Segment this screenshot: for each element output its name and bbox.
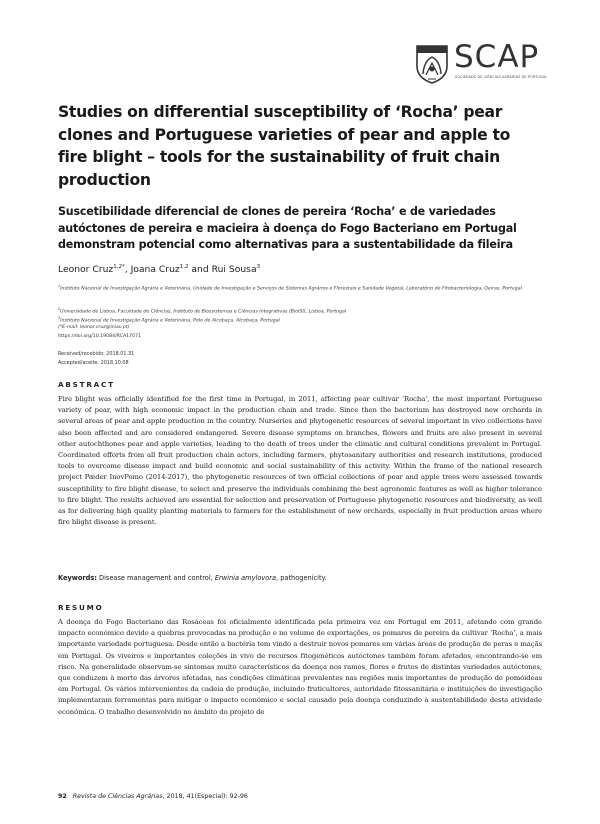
author-list — [58, 264, 260, 275]
affiliation-mark: 3 — [58, 316, 61, 320]
affiliation-text: Instituto Nacional de Investigação Agrária e Veterinária, Polo de Alcobaça, Alcobaça, Portugal — [60, 318, 280, 324]
author-affiliation-mark: 1,2* — [113, 264, 125, 270]
journal-name: Revista de Ciências Agrárias — [72, 793, 163, 800]
keywords-line — [58, 574, 327, 582]
scap-logo — [414, 39, 548, 88]
author-affiliation-mark: 1,2 — [179, 264, 189, 270]
received-date: Received/recebido: 2018.01.31 — [58, 351, 135, 357]
corresponding-email: (*E-mail: leonor.cruz@iniav.pt) — [58, 325, 130, 330]
keywords-text-end: , pathogenicity. — [276, 574, 327, 582]
keywords-species: Erwinia amylovora — [214, 574, 277, 582]
affiliation-1 — [58, 283, 528, 293]
abstract-text: Fire blight was officially identified for the first time in Portugal, in 2011, affecting pear cultivar ‘Rocha’, the most important Portuguese variety of pear, with high economic impact in the production chain and trade. Since then the bacterium has destroyed new orchards in several areas of pear and apple production in the country. Nurseries and phytogenetic resources of several important in vivo collections have also been affected and are considered endangered. Severe disease symptoms on branches, flowers and fruits are also present in several other autochthones pear and apple varieties, leading to the death of trees under the climatic and cultural conditions prevalent in Portugal. Coordinated efforts from all fruit production chain actors, including farmers, phytosanitary authorities and research institutions, produced tools to overcome disease impact and build economic and social sustainability of this activity. Within the frame of the national research project Pæder InovPomo (2014-2017), the phytogenetic resources of two official collections of pear and apple trees were assessed towards susceptibility to fire blight disease, to select and preserve the individuals combining the best agronomic features as well as higher tolerance to fire blight. The results achieved are essential for selection and preservation of Portuguese phytogenetic resources and biodiversity, as well as for delivering high quality planting materials to farmers for the establishment of new orchards, especially in fruit production areas where fire blight disease is present. — [58, 395, 542, 527]
article-subtitle-pt: Suscetibilidade diferencial de clones de pereira ‘Rocha’ e de variedades autóctones de pereira e macieira à doença do Fogo Bacteriano em Portugal demonstram potencial como alternativas para a sustentabilidade da fileira — [58, 205, 517, 251]
affiliation-mark: 2 — [58, 307, 61, 311]
author-separator: , — [124, 264, 131, 276]
scap-emblem-icon — [414, 44, 450, 84]
author-affiliation-mark: 3 — [256, 264, 261, 270]
accepted-date: Accepted/aceite: 2018.10.08 — [58, 360, 129, 366]
affiliation-mark: 1 — [58, 284, 61, 288]
logo-subtitle: SOCIEDADE DE CIÊNCIAS AGRÁRIAS DE PORTUGAL — [455, 75, 548, 79]
resumo-text: A doença do Fogo Bacteriano das Rosáceas foi oficialmente identificada pela primeira vez em Portugal em 2011, afetando com grande impacto económico devido a quebras provocadas na produção e no volume de exportações, os pomares de pereira da cultivar ‘Rocha’, a mais importante variedade portuguesa. Desde então a bactéria tem vindo a destruir novos pomares em várias áreas de produção de peras e maçãs em Portugal. Os viveiros e importantes coleções in vivo de recursos fitogenéticos autóctones também foram afetados, encontrando-se em risco. Na generalidade observam-se sintomas muito característicos da doença nos ramos, flores e frutos de distintas variedades autóctones, que conduzem à morte das árvores afetadas, nas condições climáticas prevalentes nas regiões mais importantes de produção de pomóideas em Portugal. Os vários intervenientes da cadeia de produção, incluindo fruticultores, autoridade fitossanitária e instituições de investigação implementaram ferramentas para mitigar o impacto económico e social causado pela doença conduzindo à sustentabilidade desta atividade económica. O trabalho desenvolvido no âmbito do projeto de — [58, 618, 542, 716]
author-name: Joana Cruz — [130, 264, 180, 276]
resumo-heading: RESUMO — [58, 603, 104, 612]
author-name: Leonor Cruz — [58, 264, 114, 276]
page-number: 92 — [58, 793, 67, 800]
doi-link[interactable]: https://doi.org/10.19084/RCA17071 — [58, 334, 142, 339]
author-separator: and — [188, 264, 212, 276]
affiliation-text: Instituto Nacional de Investigação Agrária e Veterinária, Unidade de Investigação e Serviços de Sistemas Agrários e Florestais e Sanidade Vegetal, Laboratório de Fitobacteriologia, Oeiras, Portugal — [60, 286, 522, 292]
article-title: Studies on differential susceptibility of ‘Rocha’ pear clones and Portuguese varieties of pear and apple to fire blight – tools for the sustainability of fruit chain production — [58, 103, 511, 189]
affiliation-text: Universidade de Lisboa, Faculdade de Ciências, Instituto de Biossistemas e Ciências Integrativas (BioISI), Lisboa, Portugal — [60, 309, 347, 315]
keywords-text: Disease management and control, — [96, 574, 215, 582]
abstract-heading: ABSTRACT — [58, 380, 115, 389]
logo-text: SCAP — [454, 39, 540, 75]
journal-citation: , 2018, 41(Especial): 92-96 — [162, 793, 248, 800]
keywords-label: Keywords: — [58, 574, 97, 582]
author-name: Rui Sousa — [211, 264, 257, 276]
page-footer — [58, 793, 248, 800]
